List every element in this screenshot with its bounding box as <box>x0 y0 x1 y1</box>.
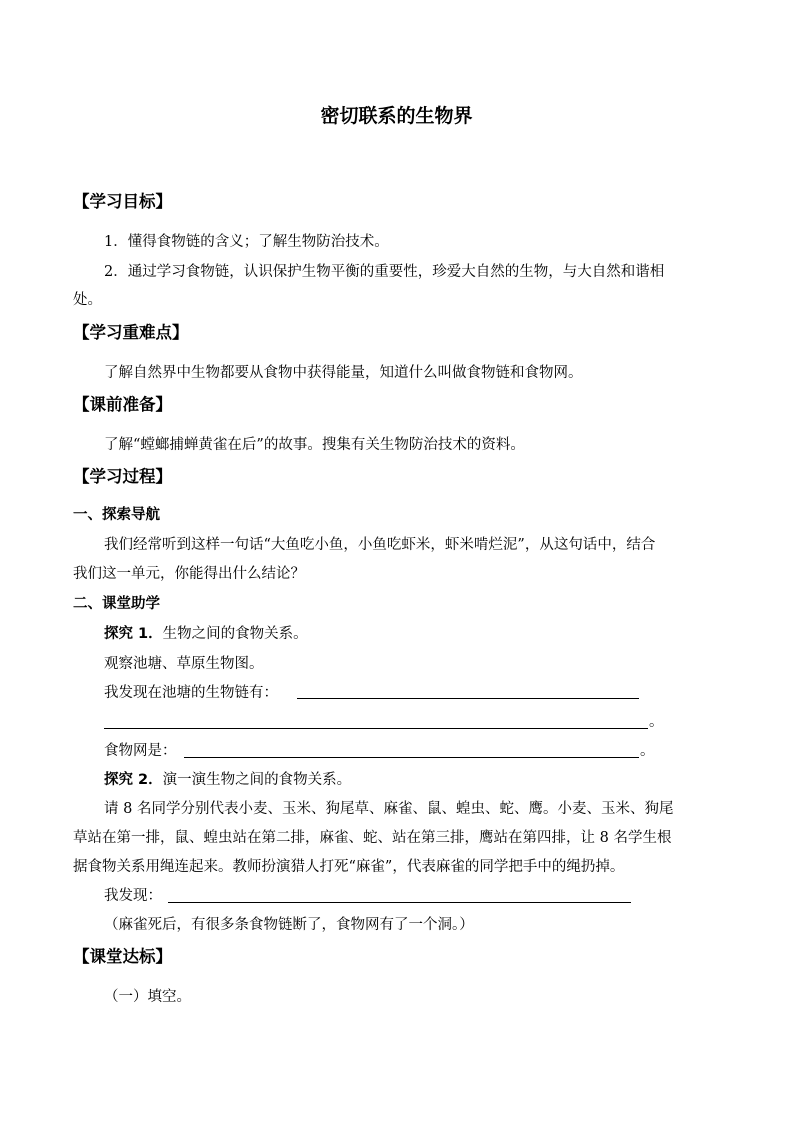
learning-goals-heading: 【学习目标】 <box>73 192 172 211</box>
food-web-blank[interactable] <box>184 757 639 758</box>
explore-line-1: 我们经常听到这样一句话“大鱼吃小鱼，小鱼吃虾米，虾米啃烂泥”，从这句话中，结合 <box>104 537 656 553</box>
key-points-heading: 【学习重难点】 <box>73 323 189 342</box>
preparation-heading: 【课前准备】 <box>73 395 172 414</box>
observe-text: 观察池塘、草原生物图。 <box>104 656 264 672</box>
preparation-text: 了解“螳螂捕蝉黄雀在后”的故事。搜集有关生物防治技术的资料。 <box>104 437 525 453</box>
goal-item-2-line-1: 2．通过学习食物链，认识保护生物平衡的重要性，珍爱大自然的生物，与大自然和谐相 <box>104 264 665 280</box>
assessment-heading: 【课堂达标】 <box>73 947 172 966</box>
pond-chain-blank-2[interactable] <box>104 728 648 729</box>
food-web-prompt: 食物网是： <box>104 743 177 759</box>
goal-item-1: 1．懂得食物链的含义；了解生物防治技术。 <box>104 234 389 250</box>
goal-item-2-line-2: 处。 <box>73 292 102 308</box>
inquiry-2-label: 探究 2． <box>104 772 163 788</box>
assessment-item-fill-blank: （一）填空。 <box>104 989 191 1005</box>
inquiry-1-label: 探究 1． <box>104 626 163 642</box>
inquiry-1-text: 生物之间的食物关系。 <box>162 626 308 642</box>
finding-prompt: 我发现： <box>104 888 162 904</box>
finding-blank[interactable] <box>168 902 631 903</box>
page-title: 密切联系的生物界 <box>320 105 473 127</box>
inquiry-2 <box>104 770 351 790</box>
activity-line-2: 草站在第一排，鼠、蝗虫站在第二排，麻雀、蛇、站在第三排，鹰站在第四排，让 8 名学生根 <box>73 830 672 846</box>
explore-heading: 一、探索导航 <box>73 507 160 523</box>
pond-chain-prompt: 我发现在池塘的生物链有： <box>104 685 278 701</box>
food-web-period: 。 <box>640 743 655 759</box>
inquiry-2-text: 演一演生物之间的食物关系。 <box>162 772 352 788</box>
key-points-text: 了解自然界中生物都要从食物中获得能量，知道什么叫做食物链和食物网。 <box>104 365 583 381</box>
activity-line-1: 请 8 名同学分别代表小麦、玉米、狗尾草、麻雀、鼠、蝗虫、蛇、鹰。小麦、玉米、狗尾 <box>104 801 674 817</box>
pond-chain-period: 。 <box>649 714 664 730</box>
finding-note: （麻雀死后，有很多条食物链断了，食物网有了一个洞。） <box>104 917 474 933</box>
inquiry-1 <box>104 624 308 644</box>
activity-line-3: 据食物关系用绳连起来。教师扮演猎人打死“麻雀”，代表麻雀的同学把手中的绳扔掉。 <box>73 859 625 875</box>
pond-chain-row <box>104 683 278 703</box>
class-help-heading: 二、课堂助学 <box>73 596 160 612</box>
pond-chain-blank-1[interactable] <box>297 698 639 699</box>
learning-process-heading: 【学习过程】 <box>73 467 172 486</box>
explore-line-2: 我们这一单元，你能得出什么结论？ <box>73 566 305 582</box>
